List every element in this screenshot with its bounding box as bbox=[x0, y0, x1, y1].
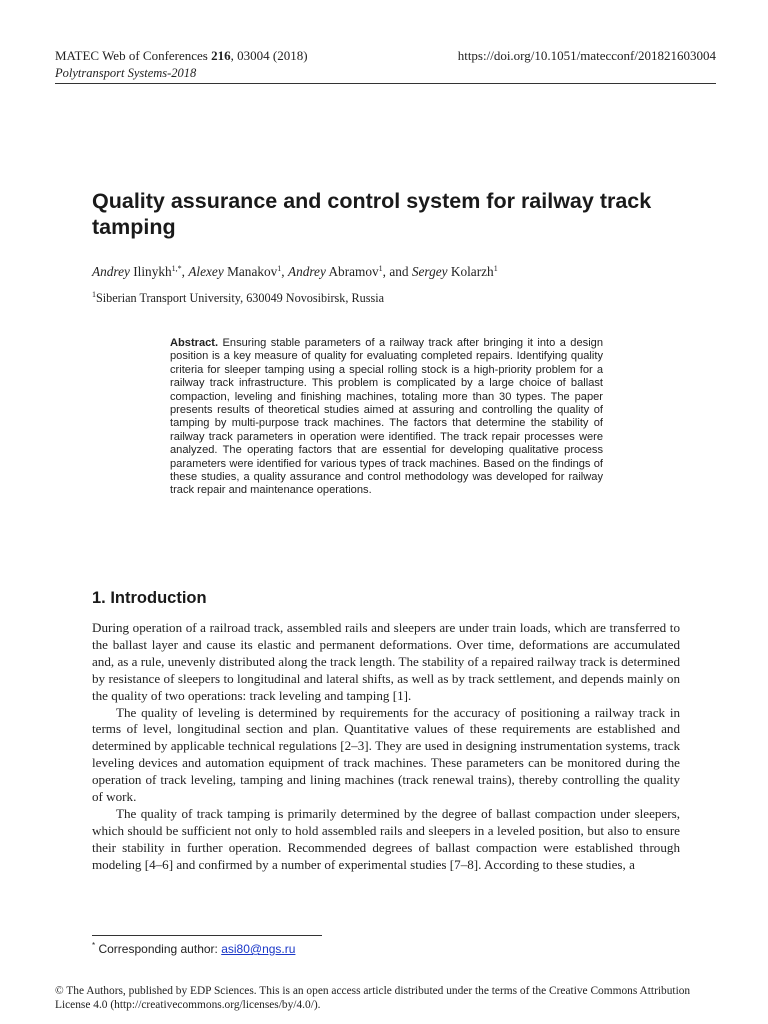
doi-link[interactable]: https://doi.org/10.1051/matecconf/201821603004 bbox=[457, 48, 716, 63]
running-header bbox=[55, 48, 716, 84]
author-separator: , bbox=[181, 264, 189, 279]
conference-series: Polytransport Systems-2018 bbox=[55, 66, 197, 80]
affiliation-text: Siberian Transport University, 630049 Novosibirsk, Russia bbox=[96, 291, 384, 305]
author-last-name: Abramov bbox=[325, 264, 379, 279]
journal-volume: 216 bbox=[211, 48, 231, 63]
author-last-name: Ilinykh bbox=[129, 264, 172, 279]
abstract bbox=[170, 337, 603, 498]
affiliation-marker: 1 bbox=[92, 290, 96, 299]
author-last-name: Kolarzh bbox=[447, 264, 494, 279]
author-separator: , and bbox=[382, 264, 412, 279]
body-paragraph: The quality of track tamping is primarily determined by the degree of ballast compaction under sleepers, which should be sufficient not only to hold assembled rails and sleepers in a leveled position, but also to ensure their stability in further operation. Recommended degrees of ballast compaction were established through modeling [4–6] and confirmed by a number of experimental studies [7–8]. According to these studies, a bbox=[92, 805, 680, 872]
author-first-name: Andrey bbox=[92, 264, 130, 279]
author-list bbox=[92, 263, 692, 281]
footnote-label: Corresponding author: bbox=[95, 942, 222, 956]
author-first-name: Sergey bbox=[411, 264, 448, 279]
author-last-name: Manakov bbox=[223, 264, 278, 279]
license-footer: © The Authors, published by EDP Sciences. This is an open access article distributed under the terms of the Creative Commons Attribution License 4.0 (http://creativecommons.org/licenses/by/4.0/). bbox=[55, 985, 691, 1011]
journal-issue: , 03004 (2018) bbox=[230, 48, 308, 63]
affiliation bbox=[92, 290, 692, 306]
corresponding-email-link[interactable]: asi80@ngs.ru bbox=[221, 942, 296, 956]
abstract-text: Ensuring stable parameters of a railway track after bringing it into a design position is a key measure of quality for evaluating completed repairs. Identifying quality criteria for sleeper tamping using a special rolling stock is a high-priority problem for a railway track infrastructure. This problem is complicated by a large choice of ballast compaction, leveling and finishing machines, totaling more than 30 types. The paper presents results of theoretical studies aimed at assuring and controlling the quality of tamping by multi-purpose track machines. The factors that determine the stability of railway track parameters in operation were identified. The track repair processes were analyzed. The operating factors that are essential for developing qualitative process parameters were identified for various types of track machines. Based on the findings of these studies, a quality assurance and control methodology was developed for railway track repair and maintenance operations. bbox=[170, 337, 603, 497]
body-paragraph: The quality of leveling is determined by requirements for the accuracy of positioning a railway track in terms of level, longitudinal section and plan. Quantitative values of these requirements are established and determined by applicable technical regulations [2–3]. They are used in designing instrumentation systems, track leveling devices and automation equipment of track machines. These parameters can be monitored during the operation of track leveling, tamping and lining machines (track renewal trains), thereby controlling the quality of work. bbox=[92, 704, 680, 805]
abstract-label: Abstract. bbox=[170, 337, 219, 349]
author-first-name: Alexey bbox=[188, 264, 224, 279]
author-affiliation-marker: 1,* bbox=[171, 264, 182, 273]
footnote-rule bbox=[92, 935, 322, 936]
section-body bbox=[92, 620, 680, 874]
journal-citation bbox=[55, 48, 308, 64]
journal-name: MATEC Web of Conferences bbox=[55, 48, 212, 63]
author-affiliation-marker: 1 bbox=[378, 264, 383, 273]
author-affiliation-marker: 1 bbox=[277, 264, 282, 273]
paper-title: Quality assurance and control system for railway track tamping bbox=[92, 189, 652, 239]
footnote-marker: * bbox=[92, 941, 96, 950]
header-row bbox=[55, 48, 716, 64]
author-separator: , bbox=[281, 264, 288, 279]
author-affiliation-marker: 1 bbox=[493, 264, 498, 273]
body-paragraph: During operation of a railroad track, assembled rails and sleepers are under train loads, which are transferred to the ballast layer and cause its elastic and permanent deformations. Over time, deformations are accumulated and, as a rule, unevenly distributed along the track length. The stability of a repaired railway track is determined by resistance of sleepers to longitudinal and lateral shifts, as well as by track settlement, and depends mainly on the quality of two operations: track leveling and tamping [1]. bbox=[92, 620, 680, 703]
footnote bbox=[92, 942, 295, 956]
section-heading: 1. Introduction bbox=[92, 589, 207, 607]
header-rule bbox=[55, 83, 716, 84]
author-first-name: Andrey bbox=[287, 264, 326, 279]
